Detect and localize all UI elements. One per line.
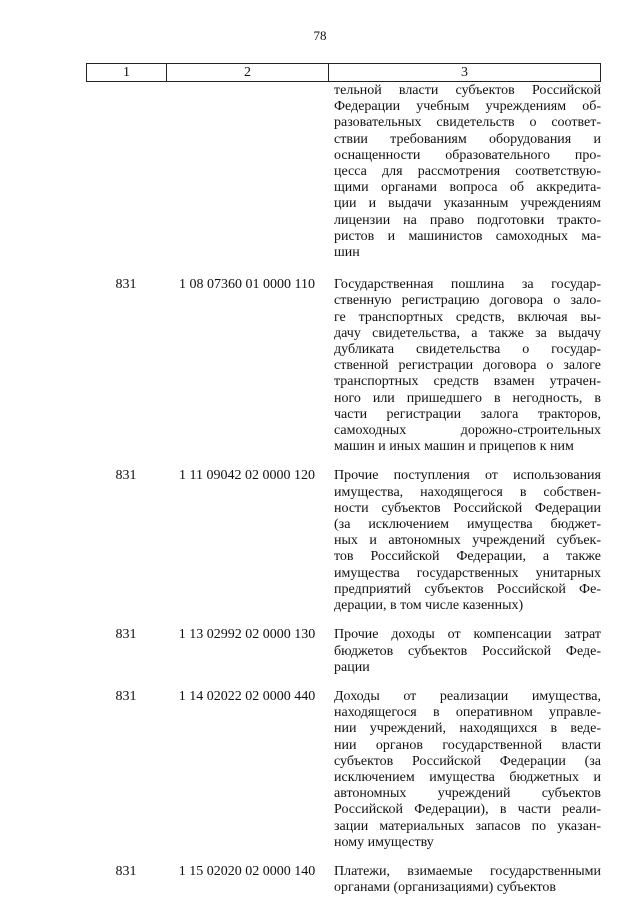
income-name-line: ственной регистрации договора о залоге [334,358,601,374]
table-header [86,63,601,82]
budget-code-cell: 1 15 02020 02 0000 140 [178,863,316,879]
income-name-line: имущества, находящегося в собствен- [334,484,601,500]
income-name-line: ге транспортных средств, включая вы- [334,309,601,325]
budget-code-cell: 1 13 02992 02 0000 130 [178,627,316,643]
header-col-3: 3 [461,64,468,80]
income-name-line: разовательных свидетельств о соответ- [334,115,601,131]
income-name-line: Российской Федерации), в части реали- [334,802,601,818]
income-name-line: ных и автономных учреждений субъек- [334,533,601,549]
income-name-line: машин и иных машин и прицепов к ним [334,439,574,455]
income-name-line: цесса для рассмотрения соответствую- [334,164,601,180]
income-name-cell [328,468,601,614]
income-name-line: ристов и машинистов самоходных ма- [334,228,601,244]
table-body [86,83,601,896]
income-name-line: тов Российской Федерации, а также [334,549,601,565]
income-name-line: ности субъектов Российской Федерации [334,500,601,516]
income-name-line: щими органами вопроса об аккредита- [334,180,601,196]
income-name-line: субъектов Российской Федерации (за [334,753,601,769]
admin-code-cell [86,83,166,261]
income-name-line: тельной власти субъектов Российской [334,83,601,98]
admin-code-cell: 831 [115,863,137,879]
income-name-line: дубликата свидетельства о государ- [334,342,601,358]
budget-code-cell: 1 14 02022 02 0000 440 [178,688,316,704]
admin-code-cell: 831 [115,468,137,484]
header-col-2: 2 [167,64,329,81]
income-name-line: Доходы от реализации имущества, [334,688,601,704]
table-row [86,627,601,676]
income-name-line: Прочие поступления от использования [334,468,601,484]
page-number: 78 [313,28,327,43]
income-name-line: ственную регистрацию договора о зало- [334,293,601,309]
income-name-line: шин [334,245,360,261]
table-row [86,864,601,896]
income-name-line: нии учреждений, находящихся в веде- [334,721,601,737]
income-name-line: предприятий субъектов Российской Фе- [334,581,601,597]
income-name-line: исключением имущества бюджетных и [334,769,601,785]
header-col-1: 1 [87,64,167,81]
income-name-line: лицензии на право подготовки тракто- [334,212,601,228]
income-name-line: Платежи, взимаемые государственными [334,863,601,879]
income-name-cell [328,277,601,455]
income-name-line: зации материальных запасов по указан- [334,818,601,834]
income-name-line: дачу свидетельства, а также за выдачу [334,325,601,341]
income-name-cell [328,83,601,261]
income-name-line: оснащенности образовательного про- [334,147,601,163]
income-name-line: Федерации учебным учреждениям об- [334,99,601,115]
admin-code-cell: 831 [115,627,137,643]
income-name-cell [328,627,601,676]
income-name-line: ствии требованиям оборудования и [334,131,601,147]
income-name-line: Прочие доходы от компенсации затрат [334,627,601,643]
income-name-line: бюджетов субъектов Российской Феде- [334,643,601,659]
income-name-line: находящегося в оперативном управле- [334,705,601,721]
income-name-cell [328,689,601,851]
income-name-line: нии органов государственной власти [334,737,601,753]
income-name-line: самоходных дорожно-строительных [334,423,601,439]
budget-code-cell [166,83,328,261]
income-name-line: автономных учреждений субъектов [334,786,601,802]
table-row [86,277,601,455]
income-name-line: транспортных средств взамен утрачен- [334,374,601,390]
admin-code-cell: 831 [115,688,137,704]
budget-code-cell: 1 11 09042 02 0000 120 [179,468,315,484]
admin-code-cell: 831 [115,277,137,293]
income-name-line: ного или пришедшего в негодность, в [334,390,601,406]
income-name-line: рации [334,659,370,675]
income-name-line: части регистрации залога тракторов, [334,406,601,422]
table-row [86,83,601,261]
income-name-line: (за исключением имущества бюджет- [334,517,601,533]
budget-code-cell: 1 08 07360 01 0000 110 [179,277,315,293]
income-name-line: дерации, в том числе казенных) [334,598,524,614]
table-row [86,468,601,614]
table-row [86,689,601,851]
income-name-line: органами (организациями) субъектов [334,880,557,896]
income-name-line: ному имуществу [334,834,434,850]
income-name-cell [328,864,601,896]
income-name-line: Государственная пошлина за государ- [334,277,601,293]
income-name-line: имущества государственных унитарных [334,565,601,581]
income-name-line: ции и выдачи указанным учреждениям [334,196,601,212]
